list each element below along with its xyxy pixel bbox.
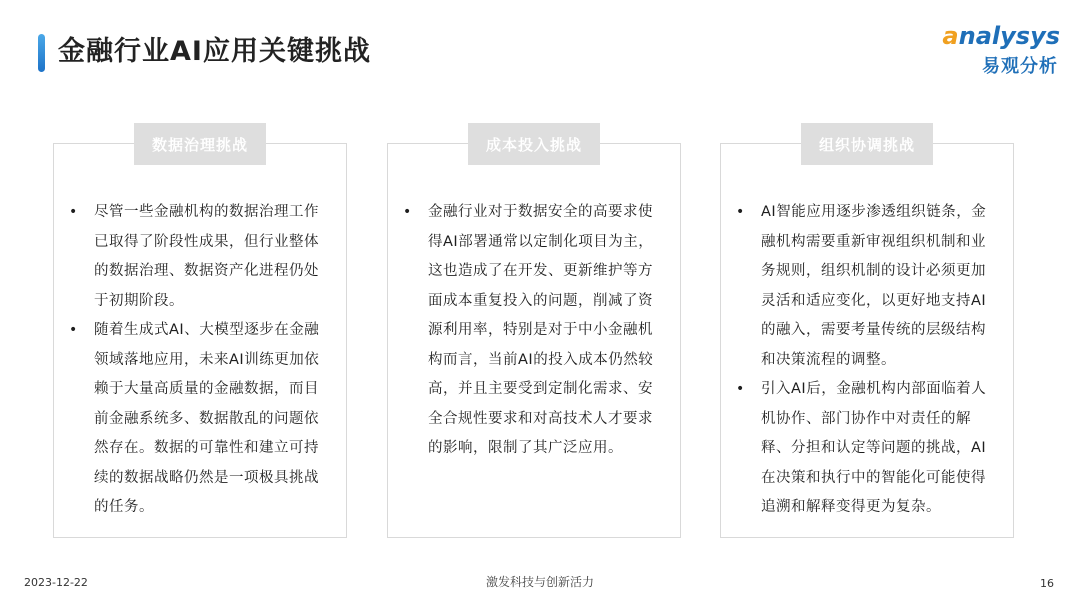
bullet-text: AI智能应用逐步渗透组织链条，金融机构需要重新审视组织机制和业务规则，组织机制的设计必须更加灵活和适应变化，以更好地支持AI的融入，需要考量传统的层级结构和决策流程的调整。 (761, 204, 987, 368)
bullet-item (66, 198, 328, 316)
card-cost-investment (387, 143, 681, 538)
bullet-dot: • (69, 204, 78, 220)
bullet-item (66, 316, 328, 523)
card-tag-cost-investment: 成本投入挑战 (468, 123, 600, 165)
page-title: 金融行业AI应用关键挑战 (58, 36, 371, 67)
title-accent-bar (38, 34, 45, 72)
footer-slogan: 激发科技与创新活力 (485, 575, 594, 589)
logo-english (942, 22, 1060, 50)
bullet-dot: • (403, 204, 412, 220)
bullet-item (733, 375, 995, 523)
card-tag-org-coordination: 组织协调挑战 (801, 123, 933, 165)
logo-swoosh: a (942, 22, 959, 50)
analysys-logo (942, 22, 1060, 82)
bullet-text: 尽管一些金融机构的数据治理工作已取得了阶段性成果，但行业整体的数据治理、数据资产化进程仍处于初期阶段。 (94, 204, 319, 309)
logo-chinese: 易观分析 (982, 56, 1058, 77)
card-tag-data-governance: 数据治理挑战 (134, 123, 266, 165)
bullet-text: 金融行业对于数据安全的高要求使得AI部署通常以定制化项目为主，这也造成了在开发、更新维护等方面成本重复投入的问题，削减了资源利用率，特别是对于中小金融机构而言，当前AI的投入成本仍然较高，并且主要受到定制化需求、安全合规性要求和对高技术人才要求的影响，限制了其广泛应用。 (428, 204, 654, 456)
page-number: 16 (1040, 577, 1054, 590)
bullet-item (400, 198, 662, 464)
bullet-text: 引入AI后，金融机构内部面临着人机协作、部门协作中对责任的解释、分担和认定等问题的挑战，AI在决策和执行中的智能化可能使得追溯和解释变得更为复杂。 (761, 381, 987, 515)
logo-english-rest: nalysys (958, 22, 1060, 50)
card-bullet-list (400, 198, 662, 464)
card-bullet-list (733, 198, 995, 523)
bullet-dot: • (69, 322, 78, 338)
card-bullet-list (66, 198, 328, 523)
bullet-text: 随着生成式AI、大模型逐步在金融领域落地应用，未来AI训练更加依赖于大量高质量的金融数据，而目前金融系统多、数据散乱的问题依然存在。数据的可靠性和建立可持续的数据战略仍然是一项极具挑战的任务。 (94, 322, 320, 515)
bullet-item (733, 198, 995, 375)
card-data-governance (53, 143, 347, 538)
footer-date: 2023-12-22 (24, 576, 88, 589)
card-org-coordination (720, 143, 1014, 538)
bullet-dot: • (736, 204, 745, 220)
bullet-dot: • (736, 381, 745, 397)
